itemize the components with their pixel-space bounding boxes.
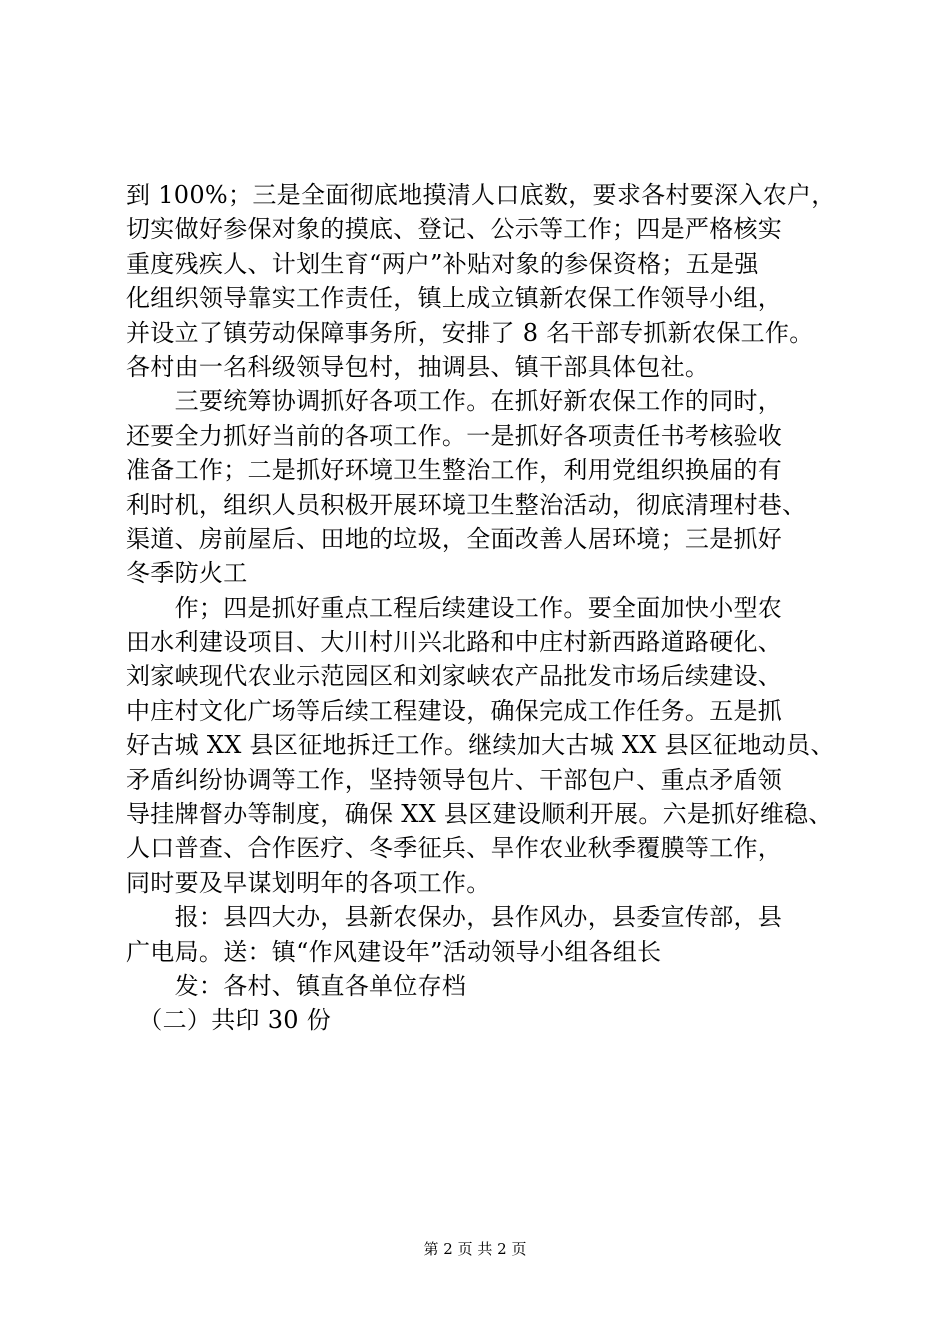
text-line: 还要全力抓好当前的各项工作。一是抓好各项责任书考核验收 (126, 421, 783, 450)
distribute-line: 发：各村、镇直各单位存档 (126, 971, 467, 1000)
paragraph-start-line: 作；四是抓好重点工程后续建设工作。要全面加快小型农 (126, 593, 783, 622)
text-line: 田水利建设项目、大川村川兴北路和中庄村新西路道路硬化、 (126, 628, 783, 657)
text-line: 同时要及早谋划明年的各项工作。 (126, 868, 491, 897)
text-line: 化组织领导靠实工作责任，镇上成立镇新农保工作领导小组， (126, 284, 783, 313)
text-line: 导挂牌督办等制度，确保 XX 县区建设顺利开展。六是抓好维稳、 (126, 800, 833, 829)
text-line: 好古城 XX 县区征地拆迁工作。继续加大古城 XX 县区征地动员、 (126, 731, 835, 760)
document-body (126, 178, 846, 1038)
text-line: 各村由一名科级领导包村，抽调县、镇干部具体包社。 (126, 352, 710, 381)
text-line: 到 100%；三是全面彻底地摸清人口底数，要求各村要深入农户， (126, 181, 836, 209)
send-to-line: 广电局。送：镇“作风建设年”活动领导小组各组长 (126, 937, 662, 966)
text-line: 准备工作；二是抓好环境卫生整治工作，利用党组织换届的有 (126, 456, 783, 485)
paragraph-start-line: 三要统筹协调抓好各项工作。在抓好新农保工作的同时， (126, 387, 783, 416)
text-line: 中庄村文化广场等后续工程建设，确保完成工作任务。五是抓 (126, 696, 783, 725)
text-line: 利时机，组织人员积极开展环境卫生整治活动，彻底清理村巷、 (126, 490, 807, 519)
print-count-line: （二）共印 30 份 (126, 1006, 332, 1035)
report-to-line: 报：县四大办，县新农保办，县作风办，县委宣传部，县 (126, 903, 783, 932)
text-line: 刘家峡现代农业示范园区和刘家峡农产品批发市场后续建设、 (126, 662, 783, 691)
text-line: 重度残疾人、计划生育“两户”补贴对象的参保资格；五是强 (126, 249, 759, 278)
text-line: 人口普查、合作医疗、冬季征兵、旱作农业秋季覆膜等工作， (126, 834, 783, 863)
text-line: 并设立了镇劳动保障事务所，安排了 8 名干部专抓新农保工作。 (126, 318, 814, 347)
page-number-footer: 第 2 页 共 2 页 (423, 1240, 527, 1258)
text-line: 矛盾纠纷协调等工作，坚持领导包片、干部包户、重点矛盾领 (126, 765, 783, 794)
text-line: 切实做好参保对象的摸底、登记、公示等工作；四是严格核实 (126, 215, 783, 244)
text-line: 冬季防火工 (126, 559, 248, 588)
text-line: 渠道、房前屋后、田地的垃圾，全面改善人居环境；三是抓好 (126, 524, 783, 553)
